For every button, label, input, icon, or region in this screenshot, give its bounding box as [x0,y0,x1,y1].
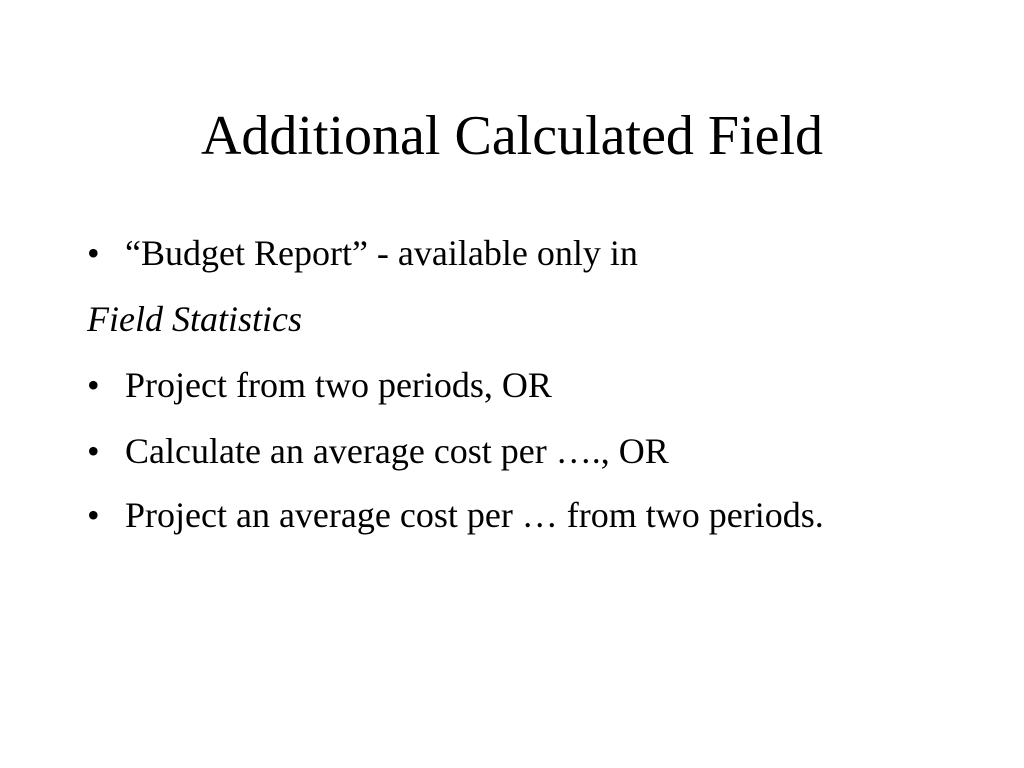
slide-body [87,230,917,562]
bullet-marker: • [87,233,100,273]
bullet-line-project-average-cost [87,488,917,542]
italic-text: Field Statistics [87,299,302,339]
bullet-line-project-two-periods [87,362,917,408]
text-line-field-statistics [87,296,917,342]
bullet-marker: • [87,365,100,405]
bullet-text: Calculate an average cost per …., OR [125,431,669,471]
bullet-text: “Budget Report” - available only in [125,233,638,273]
bullet-line-budget-report [87,230,917,276]
bullet-text: Project an average cost per … from two periods. [125,495,824,535]
slide-title: Additional Calculated Field [200,105,824,167]
bullet-line-average-cost [87,428,917,474]
bullet-text: Project from two periods, OR [125,365,552,405]
bullet-marker: • [87,495,100,535]
bullet-marker: • [87,431,100,471]
